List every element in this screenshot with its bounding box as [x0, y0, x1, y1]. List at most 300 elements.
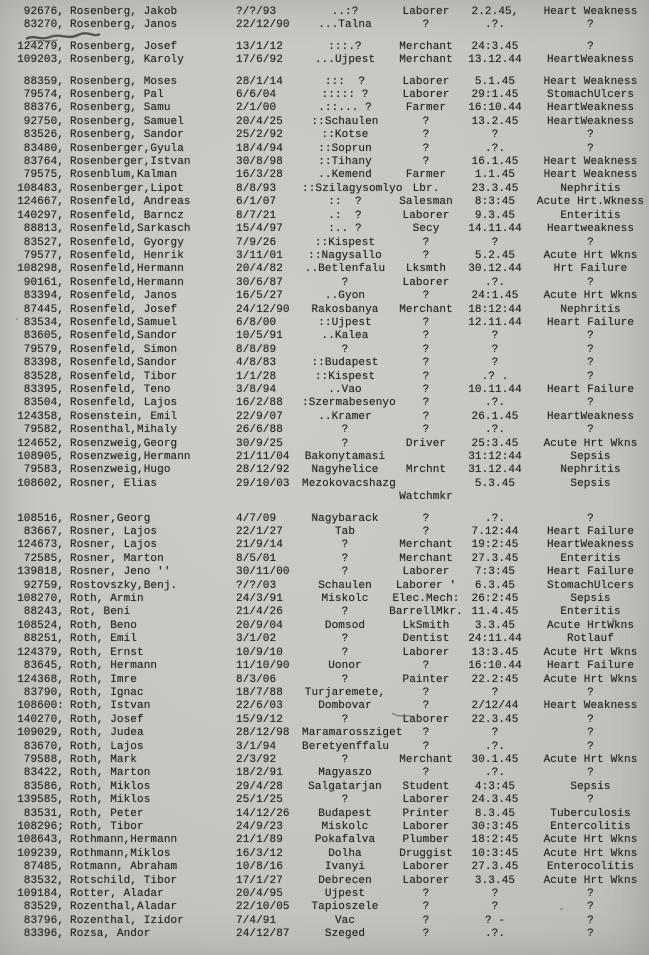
cell-cause: HeartWeakness — [546, 115, 635, 128]
cell-id: 92676, — [23, 6, 64, 18]
cell-occupation: ? — [422, 142, 430, 155]
cell-name: Roth, Imre — [70, 673, 138, 686]
table-row — [0, 250, 649, 263]
cell-id: 124368, — [17, 673, 64, 686]
cell-place: ..Gyon — [324, 290, 366, 303]
cell-id: 83764, — [23, 156, 64, 169]
cell-occupation: Laborer — [402, 276, 450, 289]
cell-cause: ? — [587, 19, 594, 32]
cell-death: ? — [491, 236, 499, 249]
cell-cause: Acute Hrt Wkns — [543, 834, 638, 847]
cell-id: 108298, — [17, 263, 64, 276]
cell-occupation: Laborer — [402, 861, 450, 874]
cell-id: 88359, — [23, 75, 64, 88]
cell-place: ...Talna — [318, 19, 372, 32]
cell-id: 108600: — [17, 700, 64, 713]
cell-place: Miskolc — [321, 820, 369, 833]
cell-place: ::Tihany — [318, 156, 372, 169]
cell-place: .::... ? — [318, 102, 372, 115]
cell-death: 26:2:45 — [471, 593, 519, 606]
cell-place: ::Ujpest — [318, 316, 372, 329]
cell-death: 2/12/44 — [471, 700, 519, 713]
cell-death: 31.12.44 — [468, 464, 522, 477]
cell-death: 13.12.44 — [468, 54, 522, 67]
cell-id: 83270, — [23, 19, 64, 32]
cell-place: ..Kemend — [318, 169, 372, 182]
cell-cause: ? — [587, 424, 594, 437]
cell-birth: 21/11/04 — [236, 451, 290, 463]
cell-name: Rosenfeld,Sandor — [70, 357, 178, 370]
cell-place: ::Kispest — [314, 370, 376, 383]
cell-name: Rosenfeld,Hermann — [70, 276, 184, 289]
cell-death: .?. — [484, 19, 506, 32]
table-row — [0, 754, 649, 767]
cell-name: Rosenstein, Emil — [70, 410, 178, 423]
cell-place: Rakosbanya — [311, 303, 379, 316]
cell-cause: Acute Hrt Wkns — [543, 437, 638, 450]
cell-place: ..Kalea — [321, 330, 369, 343]
cell-death: 24.3.45 — [471, 794, 519, 807]
cell-id: 72585, — [23, 552, 64, 565]
cell-place: ::: ? — [324, 75, 366, 88]
cell-name: Rosenblum,Kalman — [70, 169, 178, 182]
table-row — [0, 384, 649, 397]
cell-cause: Heart Weakness — [543, 169, 638, 182]
cell-death: 30.1.45 — [471, 753, 519, 766]
cell-birth: 7/9/26 — [236, 236, 277, 249]
cell-place: ..:? — [331, 6, 359, 18]
cell-name: Rosenfeld, Andreas — [70, 196, 191, 209]
table-row — [0, 304, 649, 317]
cell-cause: ? — [587, 512, 594, 525]
cell-death: ? — [491, 357, 499, 370]
cell-occupation: Plumber — [402, 834, 450, 847]
cell-id: 124379, — [17, 646, 64, 659]
cell-name: Rosenfeld,Hermann — [70, 263, 184, 276]
table-row — [0, 54, 649, 67]
cell-birth: 8/8/93 — [236, 182, 277, 195]
table-row — [0, 491, 649, 504]
cell-birth: 30/6/87 — [236, 276, 283, 289]
cell-occupation: Lbr. — [412, 182, 440, 195]
cell-name: Rozenthal, Izidor — [70, 914, 184, 927]
cell-occupation: Merchant — [399, 303, 453, 316]
cell-id: 83531, — [23, 807, 64, 820]
cell-name: Roth, Josef — [70, 713, 144, 726]
cell-cause: HeartWeakness — [546, 54, 635, 67]
cell-cause: ? — [587, 276, 594, 289]
cell-id: 87485, — [23, 861, 64, 874]
cell-id: 79583, — [23, 464, 64, 477]
cell-birth: 10/8/16 — [236, 861, 283, 874]
cell-occupation — [388, 451, 464, 464]
cell-birth: 17/6/92 — [236, 54, 283, 67]
cell-place: ? — [341, 539, 349, 552]
cell-occupation: ? — [422, 700, 430, 713]
table-row — [0, 156, 649, 169]
cell-birth: 6/1/07 — [236, 196, 277, 209]
cell-name: Rosenberg, Josef — [70, 40, 178, 53]
cell-birth: 14/12/26 — [236, 807, 290, 820]
cell-id: 90161, — [23, 276, 64, 289]
cell-birth: 22/10/05 — [236, 901, 290, 914]
cell-name: Rotter, Aladar — [70, 888, 164, 900]
cell-death: 4:3:45 — [474, 780, 516, 793]
cell-occupation: ? — [422, 512, 430, 525]
cell-death: 16:10.44 — [468, 102, 522, 115]
cell-name: Rosenfeld, Teno — [70, 383, 171, 396]
cell-name: Rosenfeld, Lajos — [70, 397, 178, 410]
cell-occupation: ? — [422, 526, 430, 539]
cell-death: .?. — [484, 397, 506, 410]
cell-cause: ? — [587, 236, 594, 249]
cell-name: Rosenfeld, Tibor — [70, 370, 178, 383]
cell-death: 5.1.45 — [474, 75, 516, 88]
cell-death: 18:2:45 — [471, 834, 519, 847]
cell-birth: 7/4/91 — [236, 914, 277, 927]
cell-name: Rothmann,Hermann — [70, 834, 178, 847]
cell-death — [464, 491, 526, 504]
cell-name: Roth, Miklos — [70, 780, 151, 793]
cell-name: Rosenfeld, Simon — [70, 343, 178, 356]
cell-place: ..Betlenfalu — [304, 263, 386, 276]
cell-death: 23.3.45 — [471, 182, 519, 195]
cell-occupation: Laborer — [402, 89, 450, 102]
cell-occupation: ? — [422, 914, 430, 927]
cell-place: ? — [341, 713, 349, 726]
cell-occupation: ? — [422, 727, 430, 740]
cell-place: Uonor — [328, 660, 362, 673]
cell-cause: ? — [587, 370, 594, 383]
cell-id: 83398, — [23, 357, 64, 370]
cell-id: 108296; — [17, 820, 64, 833]
cell-occupation: LkSmith — [402, 619, 450, 632]
cell-name: Rosenfeld, Gyorgy — [70, 236, 184, 249]
cell-occupation: ? — [422, 343, 430, 356]
cell-place: ::Szilagysomlyo — [302, 182, 403, 195]
cell-name: Rot, Beni — [70, 606, 131, 619]
cell-occupation: BarrellMkr. — [389, 606, 463, 619]
table-row — [0, 411, 649, 424]
cell-occupation: Student — [402, 780, 450, 793]
cell-occupation: ? — [422, 660, 430, 673]
cell-name: Rosenberg, Samu — [70, 102, 171, 115]
cell-place: Debrecen — [318, 874, 372, 887]
cell-death: 24:1.45 — [471, 290, 519, 303]
cell-id: 83396, — [23, 928, 64, 941]
cell-birth: 8/8/89 — [236, 343, 277, 356]
cell-cause: ? — [587, 740, 594, 753]
table-row — [0, 438, 649, 451]
cell-occupation: ? — [422, 290, 430, 303]
cell-place: Domsod — [324, 619, 366, 632]
cell-death: 6.3.45 — [474, 579, 516, 592]
cell-birth: 8/7/21 — [236, 209, 277, 222]
table-row — [0, 169, 649, 182]
cell-cause: Acute Hrt Wkns — [543, 646, 638, 659]
cell-place: Dolha — [328, 847, 362, 860]
cell-id: 108524, — [17, 619, 64, 632]
cell-occupation: Mrchnt — [405, 464, 447, 477]
cell-occupation: Salesman — [399, 196, 453, 209]
cell-name: Roth, Hermann — [70, 660, 158, 673]
table-row — [0, 580, 649, 593]
cell-cause: ? — [587, 901, 594, 914]
cell-occupation: Laborer — [402, 209, 450, 222]
cell-place — [302, 491, 388, 504]
cell-cause: Heart Failure — [546, 660, 635, 673]
cell-death: 31:12:44 — [468, 451, 522, 463]
cell-death: 1.1.45 — [474, 169, 516, 182]
cell-occupation: Painter — [402, 673, 450, 686]
cell-cause: Enterocolitis — [546, 861, 635, 874]
cell-birth: 16/2/88 — [236, 397, 283, 410]
table-row — [0, 451, 649, 464]
paper-speck — [598, 652, 602, 654]
cell-name: Rosenzweig,Georg — [70, 437, 178, 450]
cell-birth: 6/8/00 — [236, 316, 277, 329]
record-list — [0, 6, 649, 942]
cell-place: ::Budapest — [311, 357, 379, 370]
table-row — [0, 593, 649, 606]
cell-id: 124652, — [17, 437, 64, 450]
cell-birth: 22/12/90 — [236, 19, 290, 32]
cell-death: 8:3:45 — [474, 196, 516, 209]
cell-birth: 21/1/89 — [236, 834, 283, 847]
cell-cause: Heart Failure — [546, 383, 635, 396]
cell-death: ? — [491, 901, 499, 914]
table-row — [0, 808, 649, 821]
table-row — [0, 397, 649, 410]
cell-occupation: Farmer — [405, 169, 447, 182]
table-row — [0, 861, 649, 874]
cell-cause: Sepsis — [570, 593, 611, 606]
cell-id: 83645, — [23, 660, 64, 673]
cell-birth: 28/1/14 — [236, 75, 283, 88]
cell-birth: 18/7/88 — [236, 686, 283, 699]
cell-name: Rosenberg, Moses — [70, 75, 178, 88]
cell-place: ? — [341, 606, 349, 619]
cell-death: .?. — [484, 740, 506, 753]
cell-birth: 15/9/12 — [236, 713, 283, 726]
cell-birth: 25/1/25 — [236, 794, 283, 807]
cell-cause: HeartWeakness — [546, 539, 635, 552]
cell-id: 79579, — [23, 343, 64, 356]
cell-id: 83605, — [23, 330, 64, 343]
cell-death: .?. — [484, 276, 506, 289]
cell-name: Rosenberg, Sandor — [70, 129, 184, 142]
cell-occupation: Laborer — [402, 646, 450, 659]
cell-cause: Sepsis — [570, 780, 611, 793]
cell-birth: 22/6/03 — [236, 700, 283, 713]
cell-birth: ?/?/03 — [236, 579, 277, 592]
cell-death: 18:12:44 — [468, 303, 522, 316]
cell-place: .: ? — [328, 209, 362, 222]
cell-id: 109184, — [17, 888, 64, 900]
cell-birth: 3/8/94 — [236, 383, 277, 396]
cell-place: Tab — [334, 526, 356, 539]
cell-name: Roth, Mark — [70, 753, 138, 766]
cell-birth: 16/3/12 — [236, 847, 283, 860]
cell-occupation: ? — [422, 767, 430, 780]
cell-place: ::Soprun — [318, 142, 372, 155]
cell-place: ? — [341, 753, 349, 766]
table-row — [0, 767, 649, 780]
cell-place: ...Ujpest — [314, 54, 376, 67]
cell-death: 25:3.45 — [471, 437, 519, 450]
cell-occupation: ? — [422, 115, 430, 128]
cell-birth: 4/7/09 — [236, 512, 277, 525]
cell-id: 139585, — [17, 794, 64, 807]
cell-cause: ? — [587, 928, 594, 941]
cell-id: 109029, — [17, 727, 64, 740]
cell-name: Rosenfeld,Sarkasch — [70, 223, 191, 236]
cell-death: 10.11.44 — [468, 383, 522, 396]
cell-place: ? — [341, 794, 349, 807]
cell-death: 16.1.45 — [471, 156, 519, 169]
cell-occupation: Lksmth — [405, 263, 447, 276]
cell-id: 83670, — [23, 740, 64, 753]
cell-death: ? — [491, 888, 499, 900]
cell-id: 88376, — [23, 102, 64, 115]
cell-death: 5.2.45 — [474, 249, 516, 262]
cell-occupation: Laborer ' — [395, 579, 457, 592]
cell-cause: Enteritis — [560, 209, 621, 222]
cell-occupation: Merchant — [399, 54, 453, 67]
cell-birth: 4/8/83 — [236, 357, 277, 370]
cell-place: Nagybarack — [311, 512, 379, 525]
table-row — [0, 781, 649, 794]
table-row — [0, 478, 649, 491]
cell-death: .?. — [484, 767, 506, 780]
paper-speck — [612, 618, 615, 620]
table-row — [0, 143, 649, 156]
cell-name: Roth, Ignac — [70, 686, 144, 699]
cell-place: Beretyenffalu — [302, 740, 390, 753]
cell-cause: Acute Hrt Wkns — [543, 290, 638, 303]
cell-place: ..Kramer — [318, 410, 372, 423]
cell-occupation: Elec.Mech: — [392, 593, 460, 606]
cell-death: 16:10.44 — [468, 660, 522, 673]
cell-cause: Sepsis — [570, 451, 611, 463]
cell-cause: Acute Hrt Wkns — [543, 847, 638, 860]
cell-id: 109203, — [17, 54, 64, 67]
table-row — [0, 620, 649, 633]
cell-id: 140297, — [17, 209, 64, 222]
cell-birth: 28/12/92 — [236, 464, 290, 477]
cell-name: Rostovszky,Benj. — [70, 579, 178, 592]
cell-cause: ? — [587, 357, 594, 370]
cell-cause: Heart Weakness — [543, 156, 638, 169]
table-row — [0, 606, 649, 619]
cell-occupation: Laborer — [402, 794, 450, 807]
cell-death: 8.3.45 — [474, 807, 516, 820]
cell-id: 83422, — [23, 767, 64, 780]
cell-death: 14.11.44 — [468, 223, 522, 236]
cell-birth: 20/4/82 — [236, 263, 283, 276]
cell-place: :Szermabesenyo — [302, 397, 396, 410]
cell-cause: Enteritis — [560, 606, 621, 619]
cell-name: Rozsa, Andor — [70, 928, 151, 941]
cell-death: 30.12.44 — [468, 263, 522, 276]
cell-name: Roth, Marton — [70, 767, 151, 780]
cell-id: 88813, — [23, 223, 64, 236]
cell-occupation: ? — [422, 357, 430, 370]
cell-name: Rosner,Georg — [70, 512, 151, 525]
cell-place: Maramarossziget — [302, 727, 403, 740]
cell-cause: Nephritis — [560, 303, 621, 316]
cell-place: ::Schaulen — [311, 115, 379, 128]
cell-occupation: ? — [422, 740, 430, 753]
cell-id: 108516, — [17, 512, 64, 525]
cell-death: 9.3.45 — [474, 209, 516, 222]
cell-cause: ? — [587, 713, 594, 726]
cell-death: ? — [491, 686, 499, 699]
table-row — [0, 834, 649, 847]
table-row — [0, 277, 649, 290]
table-row — [0, 647, 649, 660]
cell-cause: Nephritis — [560, 464, 621, 477]
cell-occupation: ? — [422, 928, 430, 941]
table-row — [0, 633, 649, 646]
cell-cause: Rotlauf — [567, 633, 614, 646]
cell-death: 19:2:45 — [471, 539, 519, 552]
table-row — [0, 223, 649, 236]
cell-occupation: Laborer — [402, 566, 450, 579]
cell-id: 92759, — [23, 579, 64, 592]
cell-birth: 10/5/91 — [236, 330, 283, 343]
cell-death: 22.3.45 — [471, 713, 519, 726]
cell-cause: ? — [587, 727, 594, 740]
cell-cause: Acute Hrt Wkns — [543, 249, 638, 262]
cell-occupation: Druggist — [399, 847, 453, 860]
cell-birth: 15/4/97 — [236, 223, 283, 236]
cell-death: 22.2:45 — [471, 673, 519, 686]
table-row — [0, 566, 649, 579]
cell-place: Pokafalva — [314, 834, 376, 847]
cell-place: Schaulen — [318, 579, 372, 592]
cell-id: 83796, — [23, 914, 64, 927]
cell-cause: ? — [587, 794, 594, 807]
table-row — [0, 513, 649, 526]
cell-name: Rosenfeld, Henrik — [70, 249, 184, 262]
cell-birth: 18/4/94 — [236, 142, 283, 155]
table-row — [0, 183, 649, 196]
table-row — [0, 196, 649, 209]
cell-cause: ? — [587, 40, 594, 53]
cell-occupation: Dentist — [402, 633, 450, 646]
cell-death: 10:3:45 — [471, 847, 519, 860]
cell-name: Roth, Judea — [70, 727, 144, 740]
cell-place: ::Kotse — [321, 129, 369, 142]
cell-occupation: ? — [422, 397, 430, 410]
cell-cause: Tuberculosis — [550, 807, 631, 820]
cell-birth: 24/9/23 — [236, 820, 283, 833]
cell-id: 83667, — [23, 526, 64, 539]
cell-occupation: ? — [422, 19, 430, 32]
cell-id: 83534, — [23, 316, 64, 329]
cell-birth: 3/11/01 — [236, 249, 283, 262]
table-row — [0, 357, 649, 370]
cell-birth: 13/1/12 — [236, 40, 283, 53]
cell-place: Miskolc — [321, 593, 369, 606]
cell-birth — [236, 491, 302, 504]
cell-birth: 3/1/94 — [236, 740, 277, 753]
cell-cause: StomachUlcers — [546, 89, 635, 102]
cell-id: 109239, — [17, 847, 64, 860]
table-row — [0, 539, 649, 552]
cell-id: 83527, — [23, 236, 64, 249]
